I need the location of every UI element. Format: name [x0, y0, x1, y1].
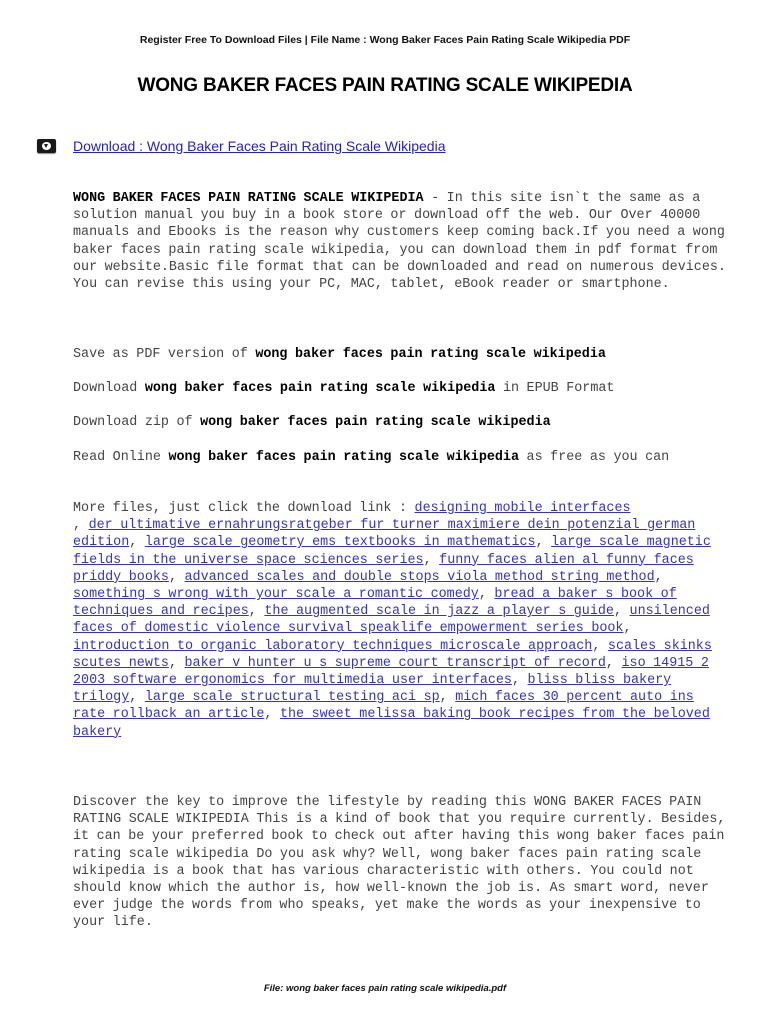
discover-paragraph: Discover the key to improve the lifestyle by reading this WONG BAKER FACES PAIN RATING SCALE WIKIPEDIA This is a kind of book that you require currently. Besides, it can be your preferred book to check out after having this wong baker faces pain rating scale wikipedia Do you ask why? Well, wong baker faces pain rating scale wikipedia is a book that has various characteristic with others. You could not should know which the author is, how well-known the job is. As smart word, never ever judge the words from who speaks, yet make the words as your inexpensive to your life.	[73, 795, 726, 931]
file-link[interactable]: mich faces 30 percent auto ins rate rollback an article	[73, 690, 694, 723]
intro-text: - In this site isn`t the same as a solution manual you buy in a book store or download off the web. Our Over 40000 manuals and Ebooks is the reason why customers keep coming back.If you need a wong baker faces pain rating scale wikipedia, you can download them in pdf format from our website.Basic file format that can be downloaded and read on numerous devices. You can revise this using your PC, MAC, tablet, eBook reader or smartphone.	[73, 191, 726, 293]
download-icon[interactable]	[37, 139, 56, 153]
download-row	[37, 138, 445, 154]
file-link[interactable]: der ultimative ernahrungsratgeber fur turner maximiere dein potenzial german edition	[73, 518, 696, 551]
file-link[interactable]: bliss bliss bakery trilogy	[73, 673, 672, 706]
format-bold: wong baker faces pain rating scale wikipedia	[200, 415, 551, 430]
file-link[interactable]: large scale magnetic fields in the universe space sciences series	[73, 535, 711, 568]
format-post: in EPUB Format	[495, 381, 615, 396]
format-bold: wong baker faces pain rating scale wikipedia	[255, 347, 606, 362]
intro-paragraph	[73, 190, 733, 293]
file-link[interactable]: unsilenced faces of domestic violence survival speaklife empowerment series book	[73, 604, 710, 637]
download-link[interactable]: Download : Wong Baker Faces Pain Rating Scale Wikipedia	[73, 138, 446, 154]
format-bold: wong baker faces pain rating scale wikipedia	[144, 381, 496, 396]
file-link[interactable]: iso 14915 2 2003 software ergonomics for multimedia user interfaces	[73, 655, 709, 689]
format-post: as free as you can	[519, 450, 670, 465]
more-files-lead: More files, just click the download link :	[73, 501, 415, 516]
file-link[interactable]: something s wrong with your scale a romantic comedy	[73, 587, 479, 603]
file-link[interactable]: the augmented scale in jazz a player s guide	[264, 604, 614, 620]
file-link[interactable]: bread a baker s book of techniques and recipes	[73, 587, 677, 620]
file-link[interactable]: baker v hunter u s supreme court transcript of record	[184, 655, 606, 671]
format-line-online	[73, 449, 733, 466]
page-footer: File: wong baker faces pain rating scale wikipedia.pdf	[263, 983, 507, 994]
intro-bold-lead: WONG BAKER FACES PAIN RATING SCALE WIKIPEDIA	[73, 191, 424, 206]
file-link[interactable]: designing mobile interfaces	[414, 501, 631, 516]
file-link[interactable]: advanced scales and double stops viola method string method	[184, 569, 655, 585]
file-link[interactable]: large scale structural testing aci sp	[144, 690, 440, 706]
format-pre: Download	[73, 381, 145, 396]
format-bold: wong baker faces pain rating scale wikipedia	[168, 450, 520, 465]
page-title: WONG BAKER FACES PAIN RATING SCALE WIKIPEDIA	[137, 75, 633, 96]
file-link[interactable]: scales skinks scutes newts	[73, 638, 712, 671]
file-link[interactable]: the sweet melissa baking book recipes from the beloved bakery	[73, 707, 710, 740]
format-pre: Save as PDF version of	[73, 347, 256, 362]
file-link[interactable]: funny faces alien al funny faces priddy books	[73, 552, 694, 585]
format-line-zip	[73, 414, 733, 431]
page-header: Register Free To Download Files | File Name : Wong Baker Faces Pain Rating Scale Wikipedia PDF	[139, 34, 631, 46]
format-line-pdf	[73, 346, 733, 363]
format-pre: Read Online	[73, 450, 169, 465]
more-files-paragraph: More files, just click the download link : designing mobile interfaces , der ultimative ernahrungsratgeber fur turner maximiere dein potenzial german edition, large scale geometry ems textbooks in mathematics, large scale magnetic fields in the universe space sciences series, funny faces alien al funny faces priddy books, advanced scales and double stops viola method string method, something s wrong with your scale a romantic comedy, bread a baker s book of techniques and recipes, the augmented scale in jazz a player s guide, unsilenced faces of domestic violence survival speaklife empowerment series book, introduction to organic laboratory techniques microscale approach, scales skinks scutes newts, baker v hunter u s supreme court transcript of record, iso 14915 2 2003 software ergonomics for multimedia user interfaces, bliss bliss bakery trilogy, large scale structural testing aci sp, mich faces 30 percent auto ins rate rollback an article, the sweet melissa baking book recipes from the beloved bakery	[73, 501, 712, 740]
file-link[interactable]: introduction to organic laboratory techniques microscale approach	[73, 638, 593, 654]
file-link[interactable]: large scale geometry ems textbooks in mathematics	[144, 535, 536, 551]
format-line-epub	[73, 380, 733, 397]
format-pre: Download zip of	[73, 415, 201, 430]
